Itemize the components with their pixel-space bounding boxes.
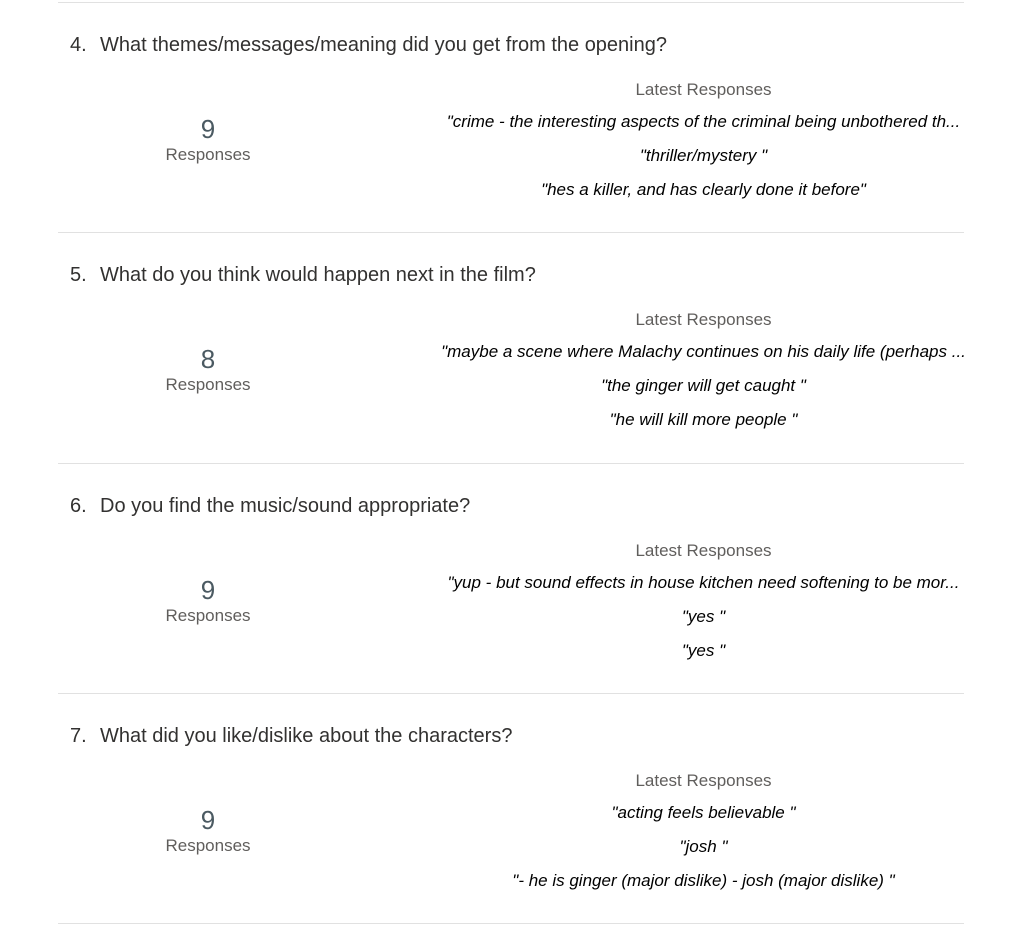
question-title <box>70 722 512 750</box>
response-count-block <box>108 344 308 396</box>
question-text: What do you think would happen next in the film? <box>100 264 536 286</box>
question-title <box>70 492 470 520</box>
divider-bottom <box>58 923 964 924</box>
question-number: 4. <box>70 34 87 56</box>
question-card-4 <box>0 2 1024 233</box>
response-count-block <box>108 114 308 166</box>
latest-responses <box>432 538 975 668</box>
response-item: "maybe a scene where Malachy continues on his daily life (perhaps ... <box>441 342 966 361</box>
response-item: "josh " <box>679 837 728 856</box>
response-count-label: Responses <box>165 606 251 625</box>
response-count: 9 <box>200 114 216 144</box>
latest-responses <box>432 768 975 898</box>
response-count: 9 <box>200 805 216 835</box>
response-item: "hes a killer, and has clearly done it before" <box>541 180 866 199</box>
latest-responses-label: Latest Responses <box>635 541 772 560</box>
response-item: "crime - the interesting aspects of the criminal being unbothered th... <box>446 112 961 131</box>
response-count-label: Responses <box>165 836 251 855</box>
response-item: "the ginger will get caught " <box>601 376 806 395</box>
response-item: "he will kill more people " <box>609 410 798 429</box>
response-item: "acting feels believable " <box>611 803 796 822</box>
question-title <box>70 261 536 289</box>
latest-responses-label: Latest Responses <box>635 310 772 329</box>
latest-responses <box>432 77 975 207</box>
question-card-7 <box>0 693 1024 924</box>
latest-responses-label: Latest Responses <box>635 771 772 790</box>
latest-responses-label: Latest Responses <box>635 80 772 99</box>
latest-responses <box>432 307 975 437</box>
response-item: "thriller/mystery " <box>639 146 768 165</box>
question-text: What themes/messages/meaning did you get from the opening? <box>100 34 667 56</box>
response-count-block <box>108 575 308 627</box>
question-card-5 <box>0 232 1024 463</box>
question-text: What did you like/dislike about the characters? <box>100 725 513 747</box>
response-count: 9 <box>200 575 216 605</box>
question-card-6 <box>0 463 1024 694</box>
question-number: 5. <box>70 264 87 286</box>
question-number: 7. <box>70 725 87 747</box>
response-item: "yes " <box>681 641 726 660</box>
response-count-label: Responses <box>165 145 251 164</box>
response-count: 8 <box>200 344 216 374</box>
response-count-label: Responses <box>165 375 251 394</box>
question-number: 6. <box>70 495 87 517</box>
question-title <box>70 31 667 59</box>
response-item: "yes " <box>681 607 726 626</box>
response-item: "- he is ginger (major dislike) - josh (major dislike) " <box>512 871 895 890</box>
response-count-block <box>108 805 308 857</box>
question-text: Do you find the music/sound appropriate? <box>100 495 471 517</box>
response-item: "yup - but sound effects in house kitchen need softening to be mor... <box>447 573 960 592</box>
